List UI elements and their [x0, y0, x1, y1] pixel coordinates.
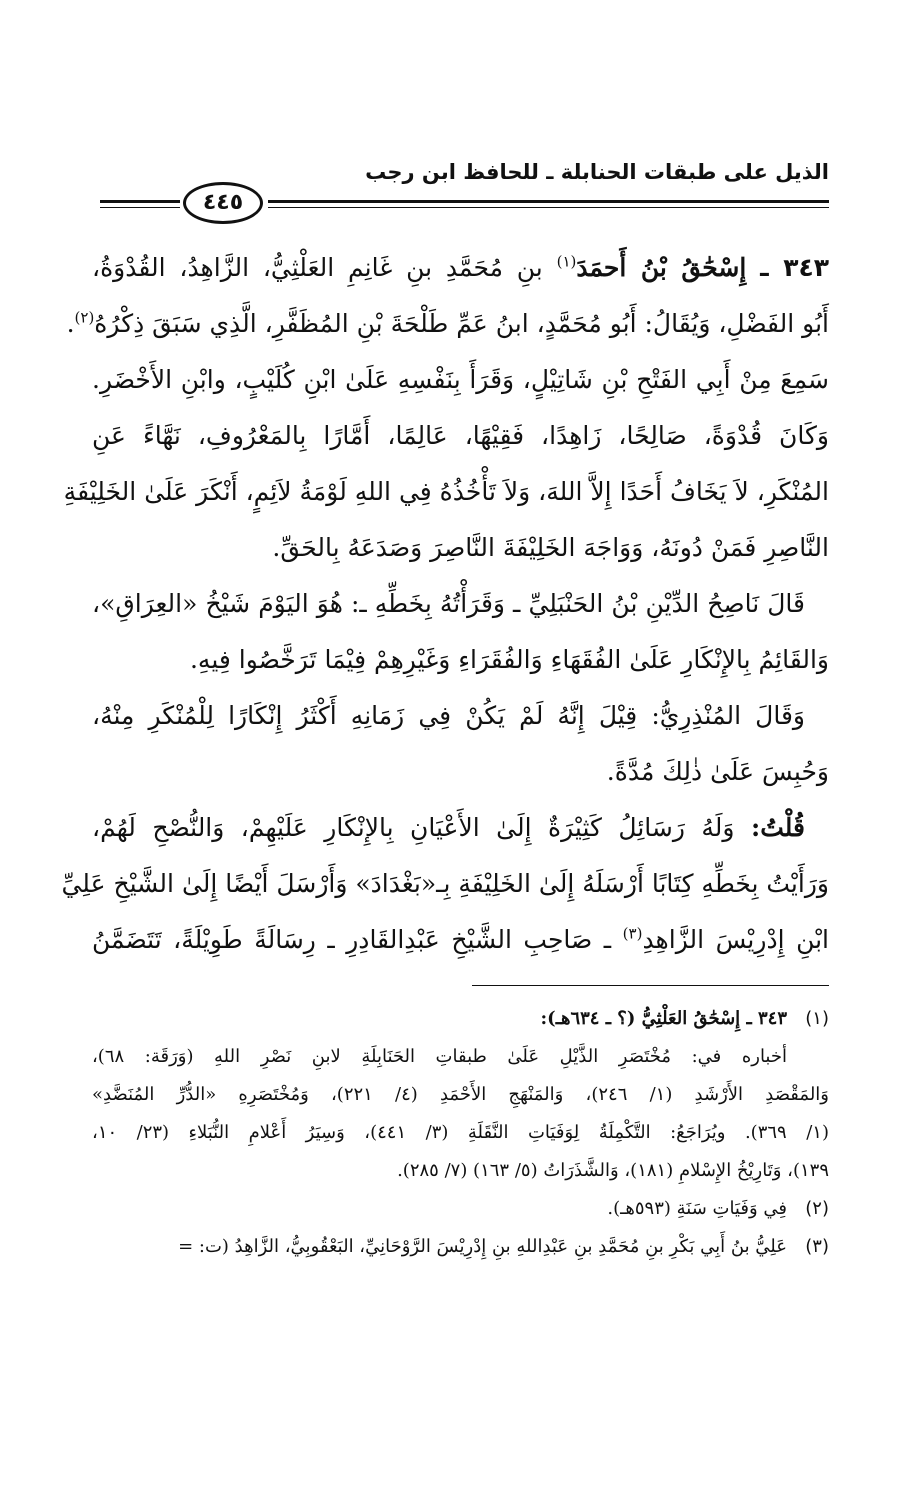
header-rule-left-top — [100, 200, 180, 203]
page-number: ٤٤٥ — [183, 182, 263, 224]
footnote-1-title: ٣٤٣ ـ إِسْحَٰقُ العَلْثِيُّ (؟ ـ ٦٣٤هـ): — [540, 1008, 787, 1029]
footnote-1-number: (١) — [805, 1008, 829, 1029]
footnote-3-text: عَلِيُّ بنُ أَبِي بَكْرِ بنِ مُحَمَّدِ بنِ عَبْدِاللهِ بنِ إِدْرِيْسَ الرَّوْحَانِيِّ، البَعْقُوبِيُّ، الزَّاهِدُ (ت: = — [178, 1236, 787, 1257]
entry-text: وَلَهُ رَسَائِلُ كَثِيْرَةٌ إِلَىٰ الأَعْيَانِ بِالإِنْكَارِ عَلَيْهِمْ، وَالنُّصْحِ لَهُمْ، — [92, 813, 735, 842]
footnotes — [92, 1000, 829, 1266]
entry-text: ابْنِ إِدْرِيْسَ الزَّاهِدِ — [642, 925, 829, 954]
entry-line-2: أَبُو الفَضْلِ، وَيُقَالُ: أَبُو مُحَمَّدٍ، ابنُ عَمِّ طَلْحَةَ بْنِ المُظَفَّرِ، الَّذِي سَبَقَ ذِكْرُهُ$^{(٢)}$. — [66, 308, 829, 338]
entry-line-3: سَمِعَ مِنْ أَبِي الفَتْحِ بْنِ شَاتِيْلٍ، وَقَرَأَ بِنَفْسِهِ عَلَىٰ ابْنِ كُلَيْبٍ، وابْنِ الأَخْضَرِ. — [92, 365, 829, 394]
entry-line-1 — [92, 240, 829, 296]
entry-text: بنِ مُحَمَّدِ بنِ غَانِمِ العَلْثِيُّ، الزَّاهِدُ، القُدْوَةُ، — [92, 253, 543, 282]
running-header-title: الذيل على طبقات الحنابلة ـ للحافظ ابن رجب — [365, 160, 829, 184]
header-rule-right-top — [268, 200, 829, 203]
entry-line-10: وَحُبِسَ عَلَىٰ ذٰلِكَ مُدَّةً. — [606, 757, 829, 786]
entry-line-8: وَالقَائِمُ بِالإِنْكَارِ عَلَىٰ الفُقَهَاءِ وَالفُقَرَاءِ وَغَيْرِهِمْ فِيْمَا تَرَخَّصُوا فِيهِ. — [189, 645, 829, 674]
entry-line-6: النَّاصِرِ فَمَنْ دُونَهُ، وَوَاجَهَ الخَلِيْفَةَ النَّاصِرَ وَصَدَعَهُ بِالحَقِّ. — [272, 533, 829, 562]
entry-line-9: وَقَالَ المُنْذِرِيُّ: قِيْلَ إِنَّهُ لَمْ يَكُنْ فِي زَمَانِهِ أَكْثَرُ إِنْكَارًا لِلْمُنْكَرِ مِنْهُ، — [92, 701, 805, 730]
entry-text: ـ صَاحِبِ الشَّيْخِ عَبْدِالقَادِرِ ـ رِسَالَةً طَوِيْلَةً، تَتَضَمَّنُ — [92, 925, 612, 954]
footnote-2 — [92, 1190, 829, 1228]
footnote-ref-1: (١) — [556, 252, 577, 271]
header-rule-right-bottom — [268, 207, 829, 208]
footnote-1-heading — [92, 1000, 829, 1038]
footnote-1-line: ١٣٩)، وَتَارِيْخُ الإِسْلامِ (١٨١)، وَالشَّذَرَاتُ (٥/ ١٦٣) (٧/ ٢٨٥). — [397, 1160, 829, 1181]
entry-line-5: المُنْكَرِ، لاَ يَخَافُ أَحَدًا إِلاَّ اللهَ، وَلاَ تَأْخُذُهُ فِي اللهِ لَوْمَةُ لاَئِمٍ، أَنْكَرَ عَلَىٰ الخَلِيْفَةِ — [63, 477, 829, 506]
entry-line-7: قَالَ نَاصِحُ الدِّيْنِ بْنُ الحَنْبَلِيِّ ـ وَقَرَأْتُهُ بِخَطِّهِ ـ: هُوَ اليَوْمَ شَيْخُ «العِرَاقِ»، — [92, 589, 805, 618]
footnote-ref-2: (٢) — [74, 308, 95, 327]
footnote-ref-3: (٣) — [622, 924, 643, 943]
footnote-1-line: وَالمَقْصَدِ الأَرْشَدِ (١/ ٢٤٦)، وَالمَنْهَجِ الأَحْمَدِ (٤/ ٢٢١)، وَمُخْتَصَرِهِ «الدُّرِّ المُنَضَّدِ» — [92, 1084, 829, 1105]
entry-number: ٣٤٣ ـ — [760, 253, 830, 282]
footnote-1-line: أخباره في: مُخْتَصَرِ الذَّيْلِ عَلَىٰ طبقاتِ الحَنَابِلَةِ لابنِ نَصْرِ اللهِ (وَرَقَة: ٦٨)، — [92, 1046, 787, 1067]
footnote-2-number: (٢) — [805, 1198, 829, 1219]
footnote-separator — [472, 985, 829, 986]
footnote-3 — [92, 1228, 829, 1266]
entry-line-13 — [92, 912, 829, 968]
entry-line-11 — [92, 800, 829, 856]
header-rule-left-bottom — [100, 207, 180, 208]
entry-name: إِسْحَٰقُ بْنُ أَحمَدَ — [576, 253, 747, 282]
entry-text: أَبُو الفَضْلِ، وَيُقَالُ: أَبُو مُحَمَّدٍ، ابنُ عَمِّ طَلْحَةَ بْنِ المُظَفَّرِ، الَّذِي سَبَقَ ذِكْرُهُ — [94, 309, 829, 338]
footnote-2-text: فِي وَفَيَاتِ سَنَةِ (٥٩٣هـ). — [607, 1198, 787, 1219]
qultu-label: قُلْتُ: — [750, 813, 805, 842]
entry-body — [61, 240, 830, 968]
entry-line-12: وَرَأَيْتُ بِخَطِّهِ كِتَابًا أَرْسَلَهُ إِلَىٰ الخَلِيْفَةِ بِـ«بَغْدَادَ» وَأَرْسَلَ أَيْضًا إِلَىٰ الشَّيْخِ عَلِيِّ — [61, 869, 829, 898]
footnote-3-number: (٣) — [805, 1236, 829, 1257]
entry-line-4: وَكَانَ قُدْوَةً، صَالِحًا، زَاهِدًا، فَقِيْهًا، عَالِمًا، أَمَّارًا بِالمَعْرُوفِ، نَهَّاءً عَنِ — [92, 421, 829, 450]
footnote-1-line: (١/ ٣٦٩). ويُرَاجَعُ: التَّكْمِلَةُ لِوَفَيَاتِ النَّقَلَةِ (٣/ ٤٤١)، وَسِيَرُ أَعْلامِ النُّبَلاءِ (٢٣/ ١٠، — [92, 1122, 829, 1143]
